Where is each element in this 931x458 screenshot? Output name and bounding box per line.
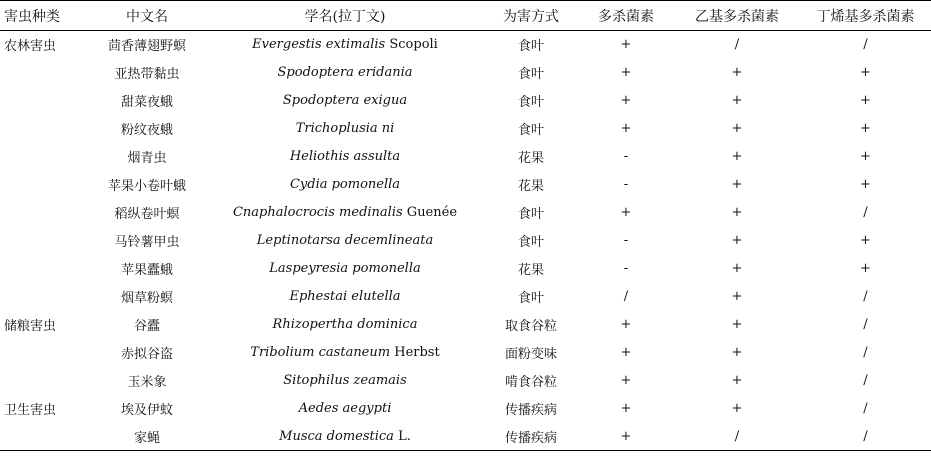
latin-binomial: Aedes aegypti	[298, 401, 392, 416]
spinetoram-cell: /	[734, 428, 740, 444]
spinosad-cell: +	[620, 345, 632, 360]
species-author: Scopoli	[385, 37, 438, 53]
table-header	[0, 1, 931, 31]
spinetoram-cell: +	[731, 401, 743, 416]
damage-mode-cell: 传播疾病	[504, 403, 557, 418]
butenyl-spinosyn-cell: /	[863, 401, 868, 416]
chinese-name-cell: 埃及伊蚊	[120, 403, 173, 418]
chinese-name-cell: 谷蠹	[133, 319, 160, 334]
scientific-name-cell	[206, 395, 484, 423]
pest-category-cell	[0, 115, 88, 143]
pest-category-cell	[0, 339, 88, 367]
header-scientific-name: 学名(拉丁文)	[304, 8, 386, 25]
spinosad-cell: -	[623, 177, 629, 192]
pest-category-cell: 农林害虫	[4, 39, 57, 55]
scientific-name-cell	[206, 255, 484, 283]
spinetoram-cell: +	[731, 261, 743, 276]
chinese-name-cell: 烟青虫	[127, 151, 167, 166]
table-row	[0, 367, 931, 395]
table-row	[0, 87, 931, 115]
table-row	[0, 171, 931, 199]
spinosad-cell: +	[620, 93, 632, 108]
species-author: Herbst	[390, 345, 440, 360]
damage-mode-cell: 食叶	[517, 207, 544, 222]
pest-category-cell	[0, 367, 88, 395]
latin-binomial: Musca domestica	[279, 428, 394, 444]
species-author: L.	[393, 428, 411, 444]
pest-category-cell	[0, 227, 88, 255]
latin-binomial: Spodoptera eridania	[277, 65, 413, 80]
pest-category-cell	[0, 199, 88, 227]
damage-mode-cell: 花果	[517, 263, 544, 278]
spinosad-cell: -	[623, 149, 629, 164]
pest-category-cell	[0, 423, 88, 451]
chinese-name-cell: 苹果小卷叶蛾	[107, 179, 186, 194]
latin-binomial: Ephestai elutella	[289, 289, 401, 304]
chinese-name-cell: 亚热带黏虫	[114, 67, 180, 82]
scientific-name-cell	[206, 339, 484, 367]
butenyl-spinosyn-cell: +	[860, 177, 871, 192]
spinetoram-cell: +	[731, 373, 743, 388]
spinosad-cell: +	[620, 37, 632, 53]
table-row	[0, 311, 931, 339]
scientific-name-cell	[206, 59, 484, 87]
chinese-name-cell: 赤拟谷盗	[120, 347, 173, 362]
header-row	[0, 1, 931, 31]
chinese-name-cell: 玉米象	[127, 375, 167, 390]
butenyl-spinosyn-cell: /	[863, 317, 868, 332]
pest-category-cell	[0, 59, 88, 87]
table-row	[0, 31, 931, 59]
chinese-name-cell: 苹果蠹蛾	[120, 263, 173, 278]
spinosad-cell: +	[620, 65, 632, 80]
species-author: Guenée	[402, 205, 458, 220]
scientific-name-cell	[206, 423, 484, 451]
table-row	[0, 199, 931, 227]
spinosad-cell: +	[620, 401, 632, 416]
latin-binomial: Tribolium castaneum	[250, 345, 391, 360]
butenyl-spinosyn-cell: /	[863, 373, 868, 388]
spinetoram-cell: +	[731, 93, 743, 108]
spinetoram-cell: +	[731, 317, 743, 332]
pest-category-cell: 储粮害虫	[4, 319, 57, 334]
latin-binomial: Cydia pomonella	[289, 177, 401, 192]
damage-mode-cell: 面粉变味	[504, 347, 557, 362]
scientific-name-cell	[206, 171, 484, 199]
pest-category-cell	[0, 255, 88, 283]
spinosad-cell: /	[623, 289, 629, 304]
scientific-name-cell	[206, 311, 484, 339]
spinosad-cell: +	[620, 317, 632, 332]
table-body	[0, 31, 931, 451]
chinese-name-cell: 家蝇	[133, 430, 160, 446]
latin-binomial: Trichoplusia ni	[295, 121, 395, 136]
header-pest-category: 害虫种类	[4, 8, 60, 25]
butenyl-spinosyn-cell: +	[860, 121, 871, 136]
header-chinese-name: 中文名	[126, 8, 168, 25]
spinetoram-cell: +	[731, 233, 743, 248]
spinetoram-cell: +	[731, 345, 743, 360]
damage-mode-cell: 花果	[517, 179, 544, 194]
chinese-name-cell: 粉纹夜蛾	[120, 123, 173, 138]
latin-binomial: Cnaphalocrocis medinalis	[232, 205, 403, 220]
butenyl-spinosyn-cell: /	[863, 345, 868, 360]
table-row	[0, 59, 931, 87]
header-spinosad: 多杀菌素	[598, 8, 654, 25]
latin-binomial: Laspeyresia pomonella	[269, 261, 421, 276]
butenyl-spinosyn-cell: +	[860, 233, 871, 248]
pest-category-cell	[0, 87, 88, 115]
spinetoram-cell: +	[731, 121, 743, 136]
scientific-name-cell	[206, 283, 484, 311]
butenyl-spinosyn-cell: /	[863, 205, 868, 220]
latin-binomial: Heliothis assulta	[289, 149, 401, 164]
spinosad-cell: +	[620, 205, 632, 220]
damage-mode-cell: 食叶	[517, 235, 544, 250]
header-spinetoram: 乙基多杀菌素	[695, 8, 779, 25]
damage-mode-cell: 花果	[517, 151, 544, 166]
latin-binomial: Sitophilus zeamais	[283, 373, 407, 388]
butenyl-spinosyn-cell: /	[863, 37, 868, 53]
spinosad-cell: +	[620, 428, 632, 444]
chinese-name-cell: 稻纵卷叶螟	[114, 207, 180, 222]
header-butenyl-spinosyn: 丁烯基多杀菌素	[816, 8, 915, 25]
pest-category-cell: 卫生害虫	[4, 403, 57, 418]
spinetoram-cell: +	[731, 205, 743, 220]
table-row	[0, 143, 931, 171]
table-row	[0, 395, 931, 423]
damage-mode-cell: 食叶	[517, 39, 544, 55]
table-row	[0, 339, 931, 367]
chinese-name-cell: 马铃薯甲虫	[114, 235, 180, 250]
chinese-name-cell: 甜菜夜蛾	[120, 95, 173, 110]
table-row	[0, 115, 931, 143]
header-damage-mode: 为害方式	[503, 8, 559, 25]
scientific-name-cell	[206, 227, 484, 255]
table-row	[0, 255, 931, 283]
spinosad-cell: -	[623, 233, 629, 248]
spinosad-cell: +	[620, 373, 632, 388]
table-row	[0, 227, 931, 255]
damage-mode-cell: 啃食谷粒	[504, 375, 557, 390]
table-row	[0, 283, 931, 311]
butenyl-spinosyn-cell: +	[860, 261, 871, 276]
spinetoram-cell: /	[734, 37, 740, 53]
damage-mode-cell: 食叶	[517, 95, 544, 110]
spinosad-cell: +	[620, 121, 632, 136]
pest-category-cell	[0, 171, 88, 199]
latin-binomial: Rhizopertha dominica	[272, 317, 418, 332]
chinese-name-cell: 茴香薄翅野螟	[107, 39, 186, 55]
chinese-name-cell: 烟草粉螟	[120, 291, 173, 306]
scientific-name-cell	[206, 115, 484, 143]
damage-mode-cell: 食叶	[517, 291, 544, 306]
spinetoram-cell: +	[731, 149, 743, 164]
spinetoram-cell: +	[731, 65, 743, 80]
damage-mode-cell: 食叶	[517, 123, 544, 138]
scientific-name-cell	[206, 367, 484, 395]
pest-category-cell	[0, 143, 88, 171]
butenyl-spinosyn-cell: +	[860, 149, 871, 164]
damage-mode-cell: 传播疾病	[504, 430, 557, 446]
spinetoram-cell: +	[731, 177, 743, 192]
butenyl-spinosyn-cell: /	[863, 289, 868, 304]
scientific-name-cell	[206, 199, 484, 227]
butenyl-spinosyn-cell: +	[860, 65, 871, 80]
latin-binomial: Leptinotarsa decemlineata	[256, 233, 434, 248]
butenyl-spinosyn-cell: /	[863, 428, 868, 444]
spinetoram-cell: +	[731, 289, 743, 304]
scientific-name-cell	[206, 31, 484, 59]
butenyl-spinosyn-cell: +	[860, 93, 871, 108]
scientific-name-cell	[206, 87, 484, 115]
latin-binomial: Spodoptera exigua	[282, 93, 408, 108]
damage-mode-cell: 取食谷粒	[504, 319, 557, 334]
table-row	[0, 423, 931, 451]
pest-category-cell	[0, 283, 88, 311]
damage-mode-cell: 食叶	[517, 67, 544, 82]
latin-binomial: Evergestis extimalis	[252, 37, 386, 53]
scientific-name-cell	[206, 143, 484, 171]
spinosad-cell: -	[623, 261, 629, 276]
